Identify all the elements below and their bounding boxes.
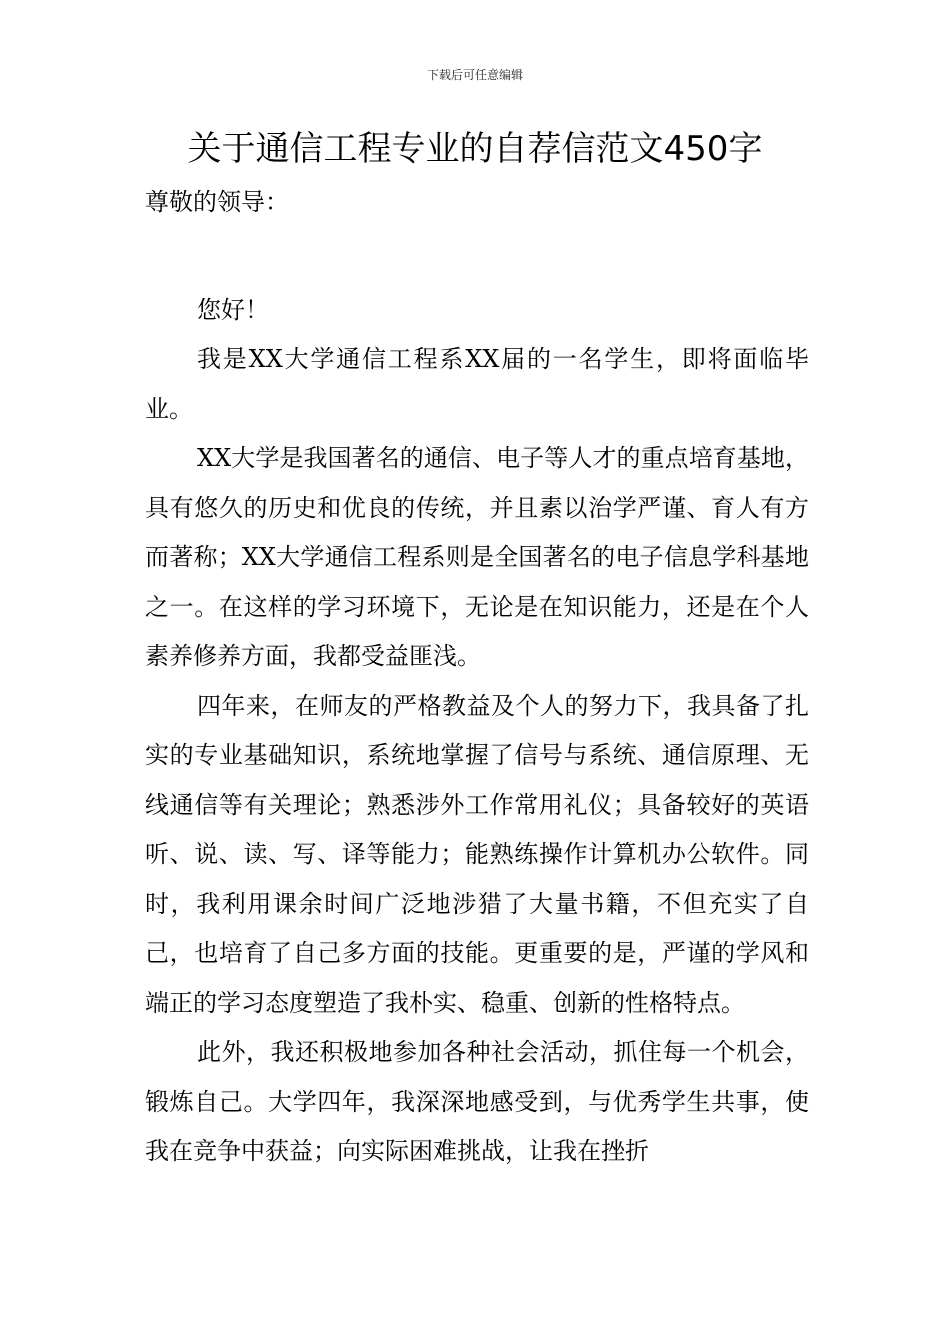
paragraph-intro: 我是XX大学通信工程系XX届的一名学生，即将面临毕业。: [145, 345, 809, 423]
paragraph-skills: 四年来，在师友的严格教益及个人的努力下，我具备了扎实的专业基础知识，系统地掌握了信号与系统、通信原理、无线通信等有关理论；熟悉涉外工作常用礼仪；具备较好的英语听、说、读、写、译等能力；能熟练操作计算机办公软件。同时，我利用课余时间广泛地涉猎了大量书籍，不但充实了自己，也培育了自己多方面的技能。更重要的是，严谨的学风和端正的学习态度塑造了我朴实、稳重、创新的性格特点。: [145, 691, 809, 1017]
paragraph-university: XX大学是我国著名的通信、电子等人才的重点培育基地，具有悠久的历史和优良的传统，并且素以治学严谨、育人有方而著称；XX大学通信工程系则是全国著名的电子信息学科基地之一。在这样的学习环境下，无论是在知识能力，还是在个人素养修养方面，我都受益匪浅。: [145, 444, 809, 670]
header-note: 下载后可任意编辑: [426, 68, 523, 82]
paragraph-greeting: 您好！: [197, 295, 269, 324]
letter-body: [145, 178, 809, 1177]
paragraph-activities: 此外，我还积极地参加各种社会活动，抓住每一个机会，锻炼自己。大学四年，我深深地感受到，与优秀学生共事，使我在竞争中获益；向实际困难挑战，让我在挫折: [145, 1038, 809, 1165]
salutation: 尊敬的领导：: [145, 188, 289, 216]
document-title: 关于通信工程专业的自荐信范文450字: [187, 129, 763, 169]
